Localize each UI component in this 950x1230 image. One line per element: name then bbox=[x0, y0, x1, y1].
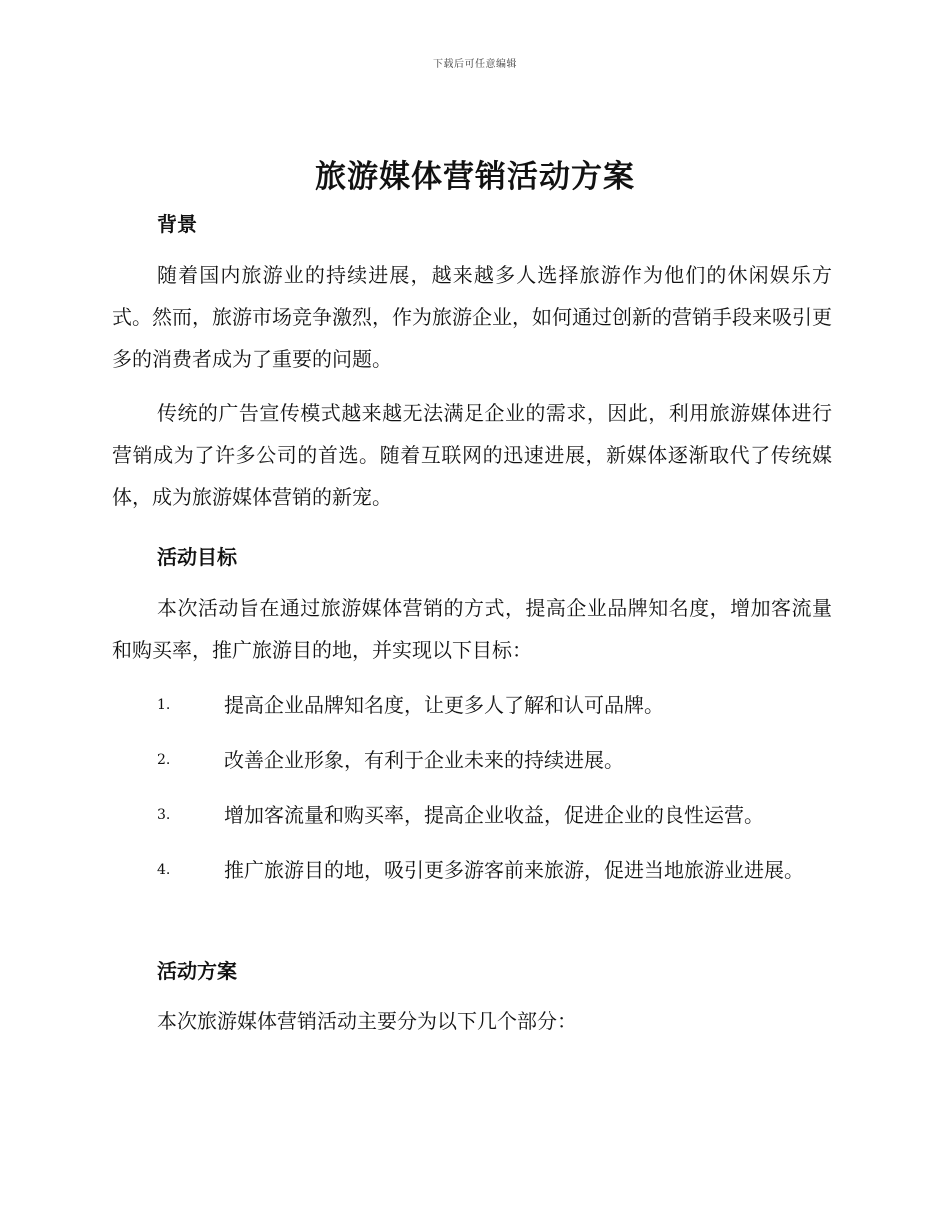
document-title: 旅游媒体营销活动方案 bbox=[315, 159, 635, 195]
goal-list-item-1 bbox=[112, 679, 832, 732]
page-header-note: 下载后可任意编辑 bbox=[433, 59, 517, 70]
goal-list-item-4 bbox=[112, 844, 832, 897]
list-number: 3. bbox=[157, 807, 171, 823]
list-number: 2. bbox=[157, 752, 171, 768]
goal-list-item-3 bbox=[112, 789, 832, 842]
list-text: 增加客流量和购买率，提高企业收益，促进企业的良性运营。 bbox=[224, 803, 764, 827]
section-heading-goals: 活动目标 bbox=[157, 545, 237, 569]
list-text: 提高企业品牌知名度，让更多人了解和认可品牌。 bbox=[224, 693, 664, 717]
goal-list-item-2 bbox=[112, 734, 832, 787]
list-number: 1. bbox=[157, 697, 171, 713]
list-text: 改善企业形象，有利于企业未来的持续进展。 bbox=[224, 748, 624, 772]
background-paragraph-2: 传统的广告宣传模式越来越无法满足企业的需求，因此，利用旅游媒体进行营销成为了许多公司的首选。随着互联网的迅速进展，新媒体逐渐取代了传统媒体，成为旅游媒体营销的新宠。 bbox=[112, 401, 832, 509]
section-heading-background: 背景 bbox=[157, 212, 197, 236]
goals-intro-paragraph: 本次活动旨在通过旅游媒体营销的方式，提高企业品牌知名度，增加客流量和购买率，推广旅游目的地，并实现以下目标： bbox=[112, 596, 832, 662]
plan-intro-paragraph: 本次旅游媒体营销活动主要分为以下几个部分： bbox=[157, 1009, 577, 1033]
background-paragraph-1: 随着国内旅游业的持续进展，越来越多人选择旅游作为他们的休闲娱乐方式。然而，旅游市场竞争激烈，作为旅游企业，如何通过创新的营销手段来吸引更多的消费者成为了重要的问题。 bbox=[112, 263, 832, 371]
list-number: 4. bbox=[157, 862, 171, 878]
section-heading-plan: 活动方案 bbox=[157, 959, 237, 983]
list-text: 推广旅游目的地，吸引更多游客前来旅游，促进当地旅游业进展。 bbox=[224, 858, 804, 882]
